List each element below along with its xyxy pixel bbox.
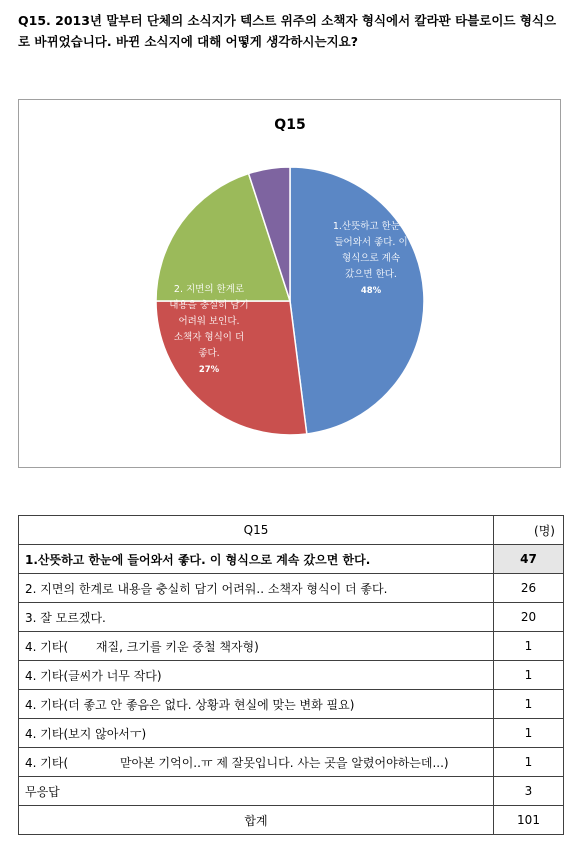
table-row [19, 719, 564, 748]
row-count: 20 [494, 603, 564, 632]
slice-label: 3. 잘 모르겠다. [71, 244, 137, 255]
total-count: 101 [494, 806, 564, 835]
slice-percent-label: 20% [93, 261, 115, 271]
row-label: 1.산뜻하고 한눈에 들어와서 좋다. 이 형식으로 계속 갔으면 한다. [19, 545, 494, 574]
header-label: Q15 [19, 516, 494, 545]
pie-chart [19, 100, 562, 469]
row-label: 2. 지면의 한계로 내용을 충실히 담기 어려워.. 소책자 형식이 더 좋다. [19, 574, 494, 603]
row-label: 4. 기타( 재질, 크기를 키운 중철 책자형) [19, 632, 494, 661]
row-count: 1 [494, 690, 564, 719]
slice-percent-label: 5% [182, 188, 198, 198]
total-label: 합계 [19, 806, 494, 835]
table-row [19, 545, 564, 574]
pie-chart-frame [18, 99, 561, 468]
pie-slice-1 [290, 167, 424, 434]
slice-percent-label: 27% [198, 365, 220, 375]
row-label: 3. 잘 모르겠다. [19, 603, 494, 632]
row-count: 3 [494, 777, 564, 806]
row-label: 4. 기타(글씨가 너무 작다) [19, 661, 494, 690]
table-row [19, 632, 564, 661]
slice-label: 어려워 보인다. [178, 316, 240, 327]
slice-label: 2. 지면의 한계로 [173, 284, 245, 295]
row-label: 4. 기타(보지 않아서ㅜ) [19, 719, 494, 748]
slice-label: 좋다. [198, 348, 220, 359]
row-label: 4. 기타(더 좋고 안 좋음은 없다. 상황과 현실에 맞는 변화 필요) [19, 690, 494, 719]
row-label: 무응답 [19, 777, 494, 806]
table-row [19, 748, 564, 777]
row-count: 1 [494, 661, 564, 690]
table-row [19, 690, 564, 719]
row-label: 4. 기타( 맏아본 기억이..ㅠ 제 잘못입니다. 사는 곳을 알렸어야하는데...) [19, 748, 494, 777]
table-row [19, 603, 564, 632]
row-count: 47 [494, 545, 564, 574]
header-unit: (명) [494, 516, 564, 545]
table-total-row [19, 806, 564, 835]
slice-label: 1.산뜻하고 한눈에 [332, 221, 410, 232]
table-row [19, 661, 564, 690]
question-text: Q15. 2013년 말부터 단체의 소식지가 텍스트 위주의 소책자 형식에서 칼라판 타블로이드 형식으로 바뀌었습니다. 바뀐 소식지에 대해 어떻게 생각하시는지요? [18, 13, 557, 49]
table-header-row [19, 516, 564, 545]
row-count: 1 [494, 748, 564, 777]
slice-label: 4. 기타 [177, 172, 203, 181]
results-table [18, 515, 564, 835]
slice-label: 형식으로 계속 [341, 253, 401, 264]
row-count: 26 [494, 574, 564, 603]
row-count: 1 [494, 719, 564, 748]
chart-title: Q15 [274, 117, 306, 133]
slice-label: 소책자 형식이 더 [173, 332, 245, 343]
table-row [19, 574, 564, 603]
row-count: 1 [494, 632, 564, 661]
slice-percent-label: 48% [360, 286, 382, 296]
table-row [19, 777, 564, 806]
slice-label: 들어와서 좋다. 이 [334, 237, 408, 248]
slice-label: 내용을 충실히 담기 [169, 300, 249, 311]
slice-label: 갔으면 한다. [345, 269, 397, 280]
